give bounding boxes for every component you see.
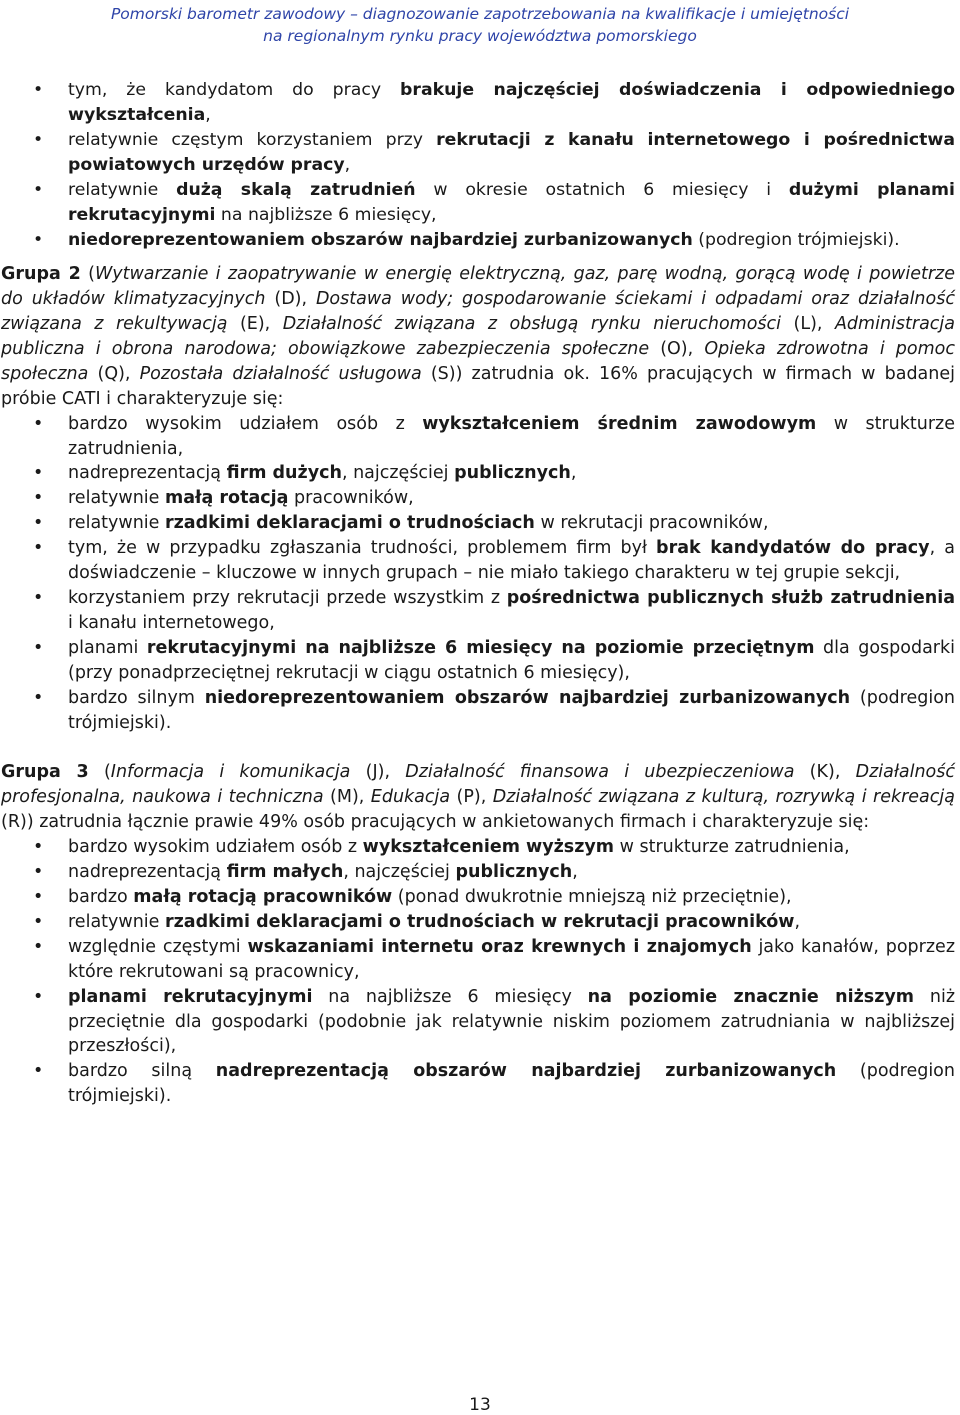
bullet-icon: • [33, 230, 44, 251]
bold-text: Grupa 2 [1, 264, 81, 285]
list-item [0, 586, 955, 636]
bold-text: Grupa 3 [1, 762, 89, 783]
text-run: ( [80, 264, 95, 285]
text-run: , [570, 463, 577, 484]
bold-text: rzadkimi deklaracjami o trudnościach w rekrutacji pracowników [164, 911, 795, 932]
text-run: relatywnie częstym korzystaniem przy [68, 130, 437, 151]
text-run: , najczęściej [343, 862, 456, 883]
list-item [0, 78, 955, 128]
bullet-icon: • [33, 862, 44, 883]
text-run: nadreprezentacją [68, 862, 227, 883]
text-run: dla gospodarki (przy ponadprzeciętnej rekrutacji w ciągu ostatnich 6 miesięcy), [68, 637, 956, 683]
text-run: planami [68, 637, 147, 658]
page-content [0, 78, 955, 1109]
text-run: , [794, 911, 801, 932]
text-run: (R)) zatrudnia łącznie prawie 49% osób pracujących w ankietowanych firmach i charakteryzuje się: [1, 812, 870, 833]
text-run: , [205, 104, 211, 125]
italic-text: Edukacja [370, 787, 451, 808]
bullet-icon: • [33, 180, 44, 201]
text-run: (podregion trójmiejski). [68, 687, 955, 733]
text-run: bardzo wysokim udziałem osób z [68, 837, 363, 858]
bullet-icon: • [33, 936, 44, 957]
bold-text: niedoreprezentowaniem obszarów najbardziej zurbanizowanych [204, 687, 851, 708]
italic-text: Opieka zdrowotna i pomoc społeczna [1, 338, 955, 384]
list-item [0, 461, 955, 486]
bullet-icon: • [33, 80, 44, 100]
text-run: bardzo silnym [68, 687, 205, 708]
text-run: relatywnie [68, 180, 177, 201]
bullet-icon: • [33, 588, 44, 609]
bullet-icon: • [33, 637, 44, 658]
list-item [0, 860, 955, 885]
text-run: relatywnie [68, 488, 165, 509]
text-run: (K), [794, 762, 856, 783]
italic-text: Działalność związana z obsługą rynku nieruchomości [282, 314, 782, 335]
bold-text: firm dużych [226, 463, 342, 484]
bold-text: brak kandydatów do pracy [656, 538, 930, 559]
list-item [0, 412, 955, 462]
text-run: w okresie ostatnich 6 miesięcy i [415, 180, 789, 201]
text-run: (O), [649, 338, 705, 359]
bullet-icon: • [33, 538, 44, 559]
text-run: bardzo silną [68, 1061, 216, 1082]
text-run: (J), [350, 762, 406, 783]
bold-text: rzadkimi deklaracjami o trudnościach [164, 513, 535, 534]
bullet-icon: • [33, 413, 44, 434]
italic-text: Działalność finansowa i ubezpieczeniowa [405, 762, 795, 783]
bold-text: publicznych [454, 463, 571, 484]
text-run: na najbliższe 6 miesięcy [312, 986, 588, 1007]
bold-text: wykształceniem wyższym [362, 837, 615, 858]
bullet-icon: • [33, 837, 44, 858]
text-run: ( [88, 762, 111, 783]
bullet-icon: • [33, 1061, 44, 1082]
text-run: jako kanałów, poprzez które rekrutowani są pracownicy, [68, 936, 956, 982]
bold-text: wskazaniami internetu oraz krewnych i znajomych [247, 936, 752, 957]
bullet-icon: • [33, 886, 44, 907]
text-run: niż przeciętnie dla gospodarki (podobnie jak relatywnie niskim poziomem zatrudniania w najbliższej przeszłości), [68, 986, 955, 1057]
list-item [0, 935, 955, 985]
text-run: , najczęściej [341, 463, 455, 484]
list-item [0, 178, 955, 228]
list-item [0, 885, 955, 910]
grupa-3-bullet-list [0, 835, 955, 1109]
text-run: na najbliższe 6 miesięcy, [215, 205, 437, 226]
text-run: (podregion trójmiejski). [692, 230, 900, 251]
page-number: 13 [469, 1395, 491, 1415]
list-item [0, 985, 955, 1060]
text-run: pracowników, [288, 488, 414, 509]
text-run: w rekrutacji pracowników, [534, 513, 769, 534]
header-line-2: na regionalnym rynku pracy województwa pomorskiego [263, 27, 697, 45]
bullet-icon: • [33, 986, 44, 1007]
bullet-icon: • [33, 488, 44, 509]
text-run: bardzo [68, 886, 134, 907]
italic-text: Informacja i komunikacja [110, 762, 351, 783]
bold-text: małą rotacją pracowników [133, 886, 393, 907]
text-run: , [344, 155, 351, 176]
list-item [0, 511, 955, 536]
bullet-icon: • [33, 463, 44, 484]
list-item [0, 1059, 955, 1109]
text-run: (L), [781, 314, 835, 335]
bold-text: publicznych [455, 862, 573, 883]
text-run: tym, że kandydatom do pracy [68, 80, 401, 100]
bold-text: planami rekrutacyjnymi [68, 986, 313, 1007]
list-item [0, 686, 955, 736]
grupa-2-intro-paragraph [0, 262, 955, 411]
bullet-icon: • [33, 911, 44, 932]
text-run: bardzo wysokim udziałem osób z [68, 413, 423, 434]
list-item [0, 536, 955, 586]
text-run: tym, że w przypadku zgłaszania trudności, problemem firm był [68, 538, 657, 559]
list-item [0, 636, 955, 686]
text-run: w strukturze zatrudnienia, [68, 413, 955, 459]
text-run: (M), [323, 787, 371, 808]
bold-text: wykształceniem średnim zawodowym [422, 413, 817, 434]
text-run: (P), [450, 787, 493, 808]
italic-text: Administracja publiczna i obrona narodowa; obowiązkowe zabezpieczenia społeczne [1, 314, 956, 359]
list-item [0, 910, 955, 935]
bold-text: na poziomie znacznie niższym [587, 986, 915, 1007]
text-run: (ponad dwukrotnie mniejszą niż przeciętnie), [392, 886, 792, 907]
text-run: relatywnie [68, 911, 165, 932]
italic-text: Wytwarzanie i zaopatrywanie w energię elektryczną, gaz, parę wodną, gorącą wodę i powietrze do układów klimatyzacyjnych [1, 264, 955, 310]
bold-text: niedoreprezentowaniem obszarów najbardziej zurbanizowanych [68, 230, 693, 251]
italic-text: Dostawa wody; gospodarowanie ściekami i odpadami oraz działalność związana z rekultywacją [1, 289, 955, 335]
text-run: względnie częstymi [68, 936, 248, 957]
text-run: (E), [227, 314, 283, 335]
bold-text: małą rotacją [164, 488, 289, 509]
grupa-2-bullet-list [0, 412, 955, 736]
document-header [0, 3, 960, 47]
text-run: i kanału internetowego, [68, 612, 275, 633]
bold-text: dużymi planami rekrutacyjnymi [68, 180, 955, 226]
list-item [0, 835, 955, 860]
header-line-1: Pomorski barometr zawodowy – diagnozowanie zapotrzebowania na kwalifikacje i umiejętności [110, 5, 850, 23]
italic-text: Działalność związana z kulturą, rozrywką i rekreacją [492, 787, 955, 808]
text-run: w strukturze zatrudnienia, [614, 837, 850, 858]
text-run: , [572, 862, 578, 883]
bold-text: pośrednictwa publicznych służb zatrudnienia [506, 588, 956, 609]
list-item [0, 228, 955, 253]
grupa-3-intro-paragraph [0, 760, 955, 835]
list-item [0, 128, 955, 178]
bold-text: firm małych [226, 862, 344, 883]
bold-text: brakuje najczęściej doświadczenia i odpowiedniego wykształcenia [68, 80, 955, 125]
bullet-icon: • [33, 513, 44, 534]
text-run: (S)) zatrudnia ok. 16% pracujących w firmach w badanej próbie CATI i charakteryzuje się: [1, 363, 955, 409]
text-run: (Q), [88, 363, 140, 384]
bullet-icon: • [33, 687, 44, 708]
text-run: (podregion trójmiejski). [68, 1061, 955, 1107]
text-run: (D), [265, 289, 316, 310]
bold-text: nadreprezentacją obszarów najbardziej zurbanizowanych [215, 1061, 837, 1082]
bold-text: dużą skalą zatrudnień [176, 180, 416, 201]
text-run: relatywnie [68, 513, 165, 534]
bold-text: rekrutacyjnymi na najbliższe 6 miesięcy na poziomie przeciętnym [146, 637, 815, 658]
bullet-icon: • [33, 130, 44, 151]
text-run: korzystaniem przy rekrutacji przede wszystkim z [68, 588, 507, 609]
italic-text: Pozostała działalność usługowa [139, 363, 422, 384]
top-bullet-list [0, 78, 955, 253]
list-item [0, 486, 955, 511]
text-run: nadreprezentacją [68, 463, 227, 484]
bold-text: rekrutacji z kanału internetowego i pośrednictwa powiatowych urzędów pracy [68, 130, 955, 176]
italic-text: Działalność profesjonalna, naukowa i techniczna [1, 762, 956, 808]
text-run: , a doświadczenie – kluczowe w innych grupach – nie miało takiego charakteru w tej grupie sekcji, [68, 538, 955, 584]
